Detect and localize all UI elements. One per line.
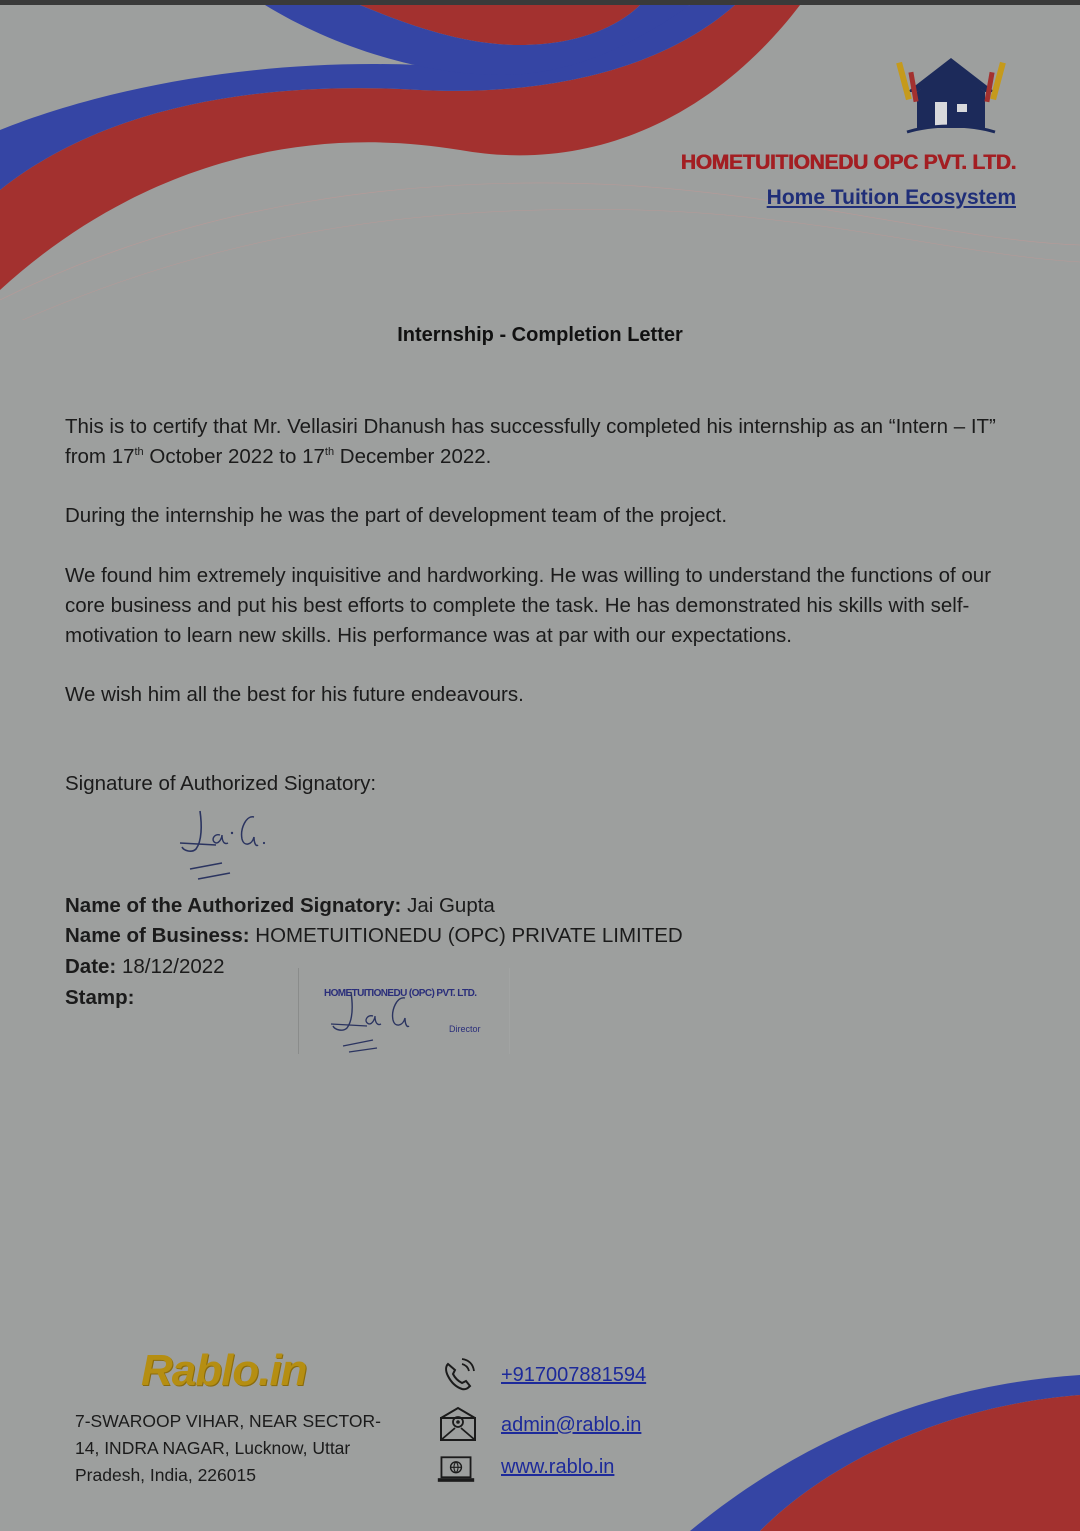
stamp-company-text: HOMETUITIONEDU (OPC) PVT. LTD. [324,988,477,999]
handwritten-signature [170,805,280,885]
website-link[interactable]: www.rablo.in [501,1456,615,1478]
stamp-signature [329,988,429,1054]
business-name-line: Name of Business: HOMETUITIONEDU (OPC) PRIVATE LIMITED [65,924,683,947]
signatory-name-line: Name of the Authorized Signatory: Jai Gupta [65,894,495,917]
website-icon [436,1452,476,1488]
company-tagline-link[interactable]: Home Tuition Ecosystem [766,186,1016,209]
email-link[interactable]: admin@rablo.in [501,1414,642,1436]
company-stamp [298,968,510,1054]
performance-paragraph: We found him extremely inquisitive and hardworking. He was willing to understand the functions of our core business and put his best efforts to complete the task. He has demonstrated his skills with self-motivation to learn new skills. His performance was at par with our expectations. [65,564,992,647]
company-logo-icon [893,52,1009,138]
footer-address: 7-SWAROOP VIHAR, NEAR SECTOR-14, INDRA NAGAR, Lucknow, Uttar Pradesh, India, 226015 [75,1411,381,1485]
phone-link[interactable]: +917007881594 [501,1364,647,1386]
stamp-line: Stamp: [65,986,135,1009]
wishes-paragraph: We wish him all the best for his future endeavours. [65,683,524,706]
role-paragraph: During the internship he was the part of development team of the project. [65,504,728,527]
stamp-role-text: Director [449,1024,481,1034]
letter-title: Internship - Completion Letter [397,324,683,346]
company-name: HOMETUITIONEDU OPC PVT. LTD. [680,151,1016,174]
certification-paragraph: This is to certify that Mr. Vellasiri Dhanush has successfully completed his internship as an “Intern – IT” from 17th October 2022 to 17th December 2022. [65,415,996,468]
signature-label: Signature of Authorized Signatory: [65,772,377,795]
date-line: Date: 18/12/2022 [65,955,225,978]
footer-brand-logo: Rablo.in [141,1346,307,1395]
phone-icon [440,1358,480,1394]
email-icon [438,1406,478,1442]
